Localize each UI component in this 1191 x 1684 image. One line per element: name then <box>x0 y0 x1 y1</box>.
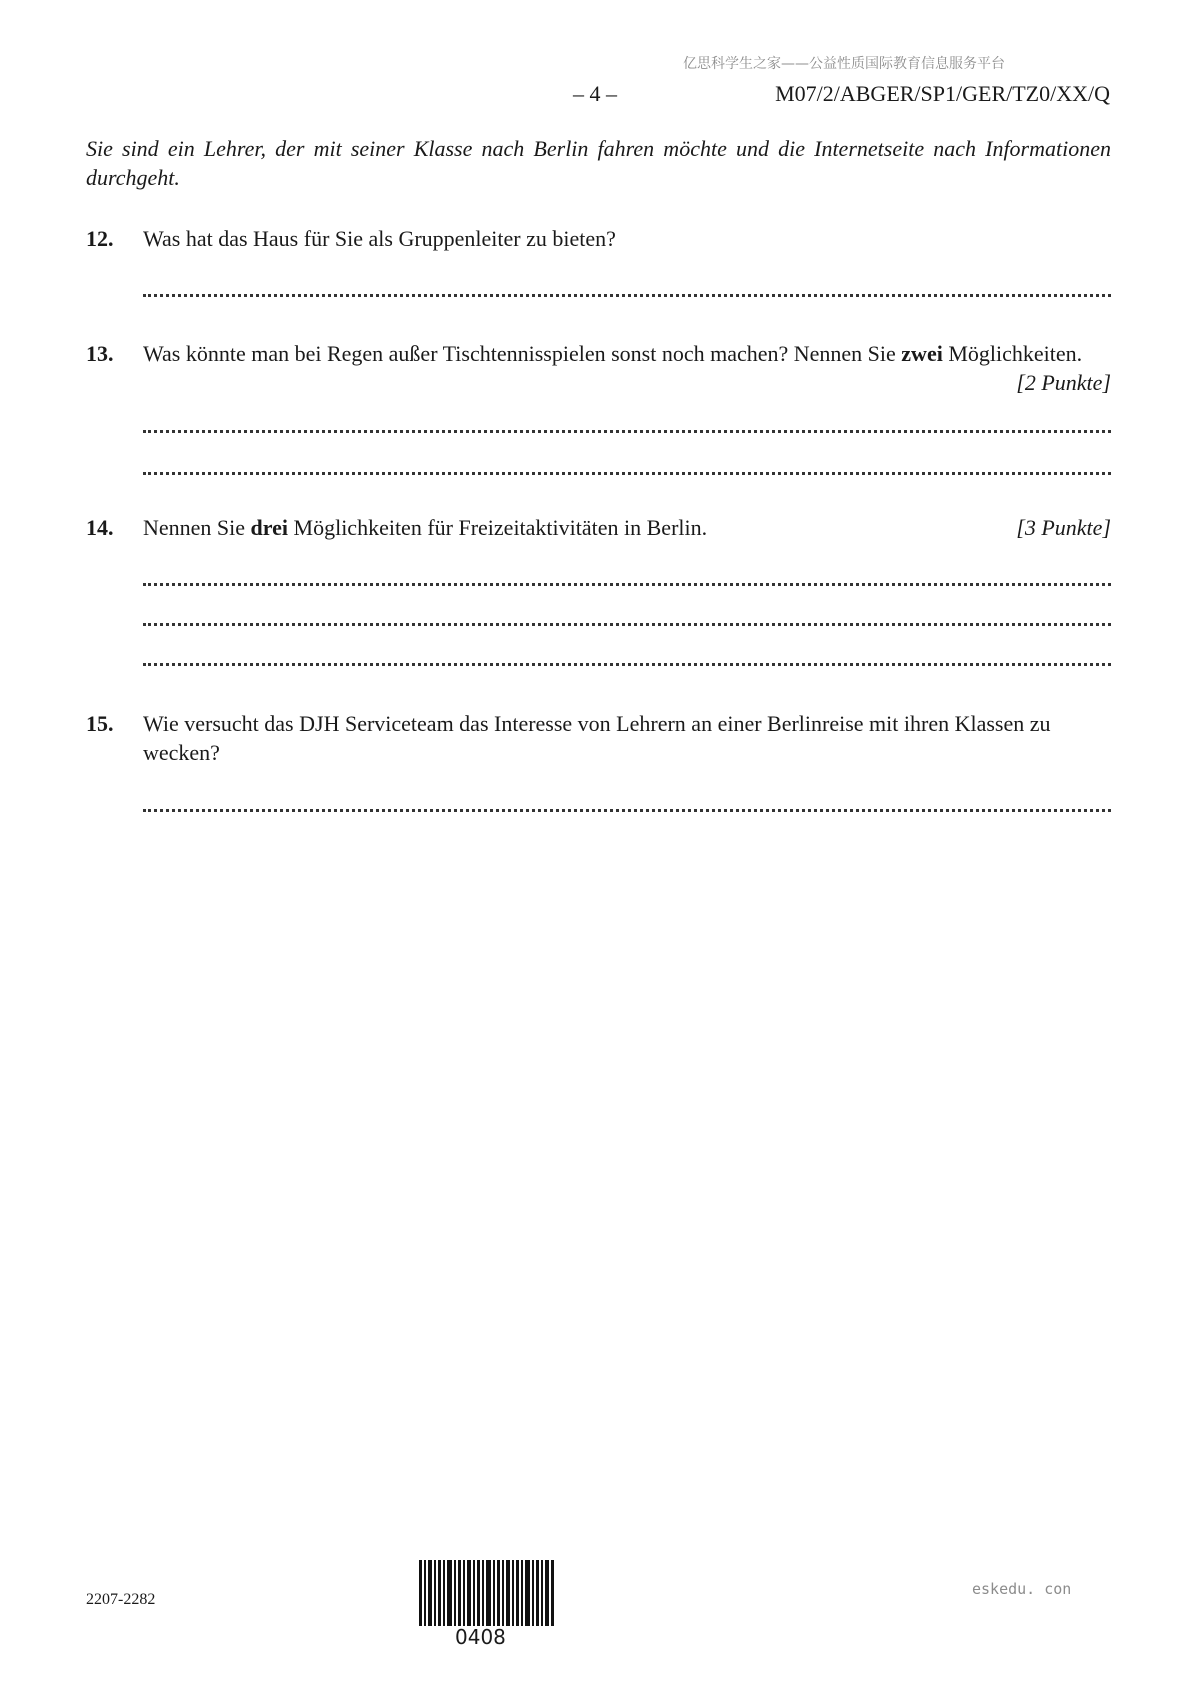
question-text-part: Was könnte man bei Regen außer Tischtennisspielen sonst noch machen? Nennen Sie <box>143 341 902 366</box>
answer-line[interactable] <box>143 462 1111 475</box>
barcode <box>419 1560 555 1626</box>
answer-line[interactable] <box>143 799 1111 812</box>
question-number: 14. <box>86 515 114 540</box>
question-text <box>143 513 1111 542</box>
emphasis: zwei <box>901 341 943 366</box>
question-13 <box>86 339 1111 395</box>
barcode-number: 0408 <box>455 1625 506 1649</box>
question-12 <box>86 224 1111 253</box>
answer-line[interactable] <box>143 284 1111 297</box>
document-id: 2207-2282 <box>86 1591 156 1608</box>
answer-line[interactable] <box>143 613 1111 626</box>
answer-line[interactable] <box>143 653 1111 666</box>
question-text-part: Möglichkeiten. <box>942 341 1083 366</box>
question-number: 15. <box>86 711 114 736</box>
question-text: Wie versucht das DJH Serviceteam das Interesse von Lehrern an einer Berlinreise mit ihren Klassen zu wecken? <box>143 711 1051 765</box>
question-number: 12. <box>86 226 114 251</box>
question-number: 13. <box>86 341 114 366</box>
answer-line[interactable] <box>143 420 1111 433</box>
document-code: M07/2/ABGER/SP1/GER/TZ0/XX/Q <box>775 81 1110 106</box>
question-15 <box>86 709 1111 767</box>
question-text-part: Möglichkeiten für Freizeitaktivitäten in Berlin. <box>288 515 708 540</box>
question-text-part: Nennen Sie <box>143 515 251 540</box>
question-text <box>143 339 1111 368</box>
intro-text: Sie sind ein Lehrer, der mit seiner Klasse nach Berlin fahren möchte und die Internetseite nach Informationen durchgeht. <box>86 136 1111 190</box>
watermark: 亿思科学生之家——公益性质国际教育信息服务平台 <box>683 56 1005 72</box>
question-text: Was hat das Haus für Sie als Gruppenleiter zu bieten? <box>143 226 616 251</box>
answer-line[interactable] <box>143 573 1111 586</box>
emphasis: drei <box>250 515 289 540</box>
question-14 <box>86 513 1111 542</box>
points-label: [2 Punkte] <box>1016 370 1111 395</box>
page-number: – 4 – <box>573 81 617 106</box>
site-watermark: eskedu. con <box>972 1580 1072 1598</box>
points-label: [3 Punkte] <box>1016 515 1111 540</box>
